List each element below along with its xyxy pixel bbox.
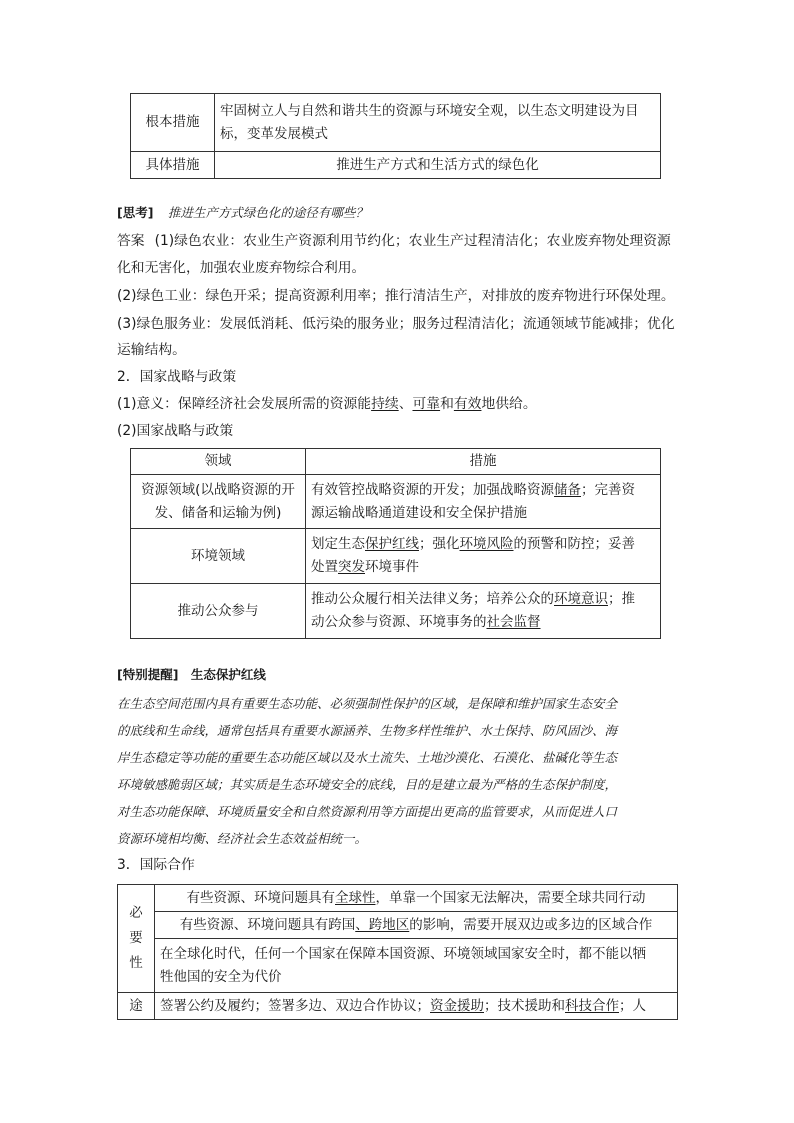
answer-line	[117, 228, 682, 254]
necessity-cell	[155, 885, 678, 912]
cell-text: 的预警和防控；妥善	[513, 536, 635, 552]
underlined-term: 全球性	[335, 889, 376, 906]
reminder-title: 生态保护红线	[190, 667, 266, 682]
underlined-term: 社会监督	[486, 614, 541, 630]
field-cell: 推动公众参与	[131, 584, 306, 639]
underlined-term: 突发	[338, 559, 365, 575]
content-line: 牢固树立人与自然和谐共生的资源与环境安全观，以生态文明建设为目	[220, 102, 639, 119]
cell-line	[311, 556, 655, 579]
reminder-line: 环境敏感脆弱区域；其实质是生态环境安全的底线，目的是建立最为严格的生态保护制度，	[117, 777, 618, 792]
cell-line	[311, 479, 655, 502]
table-header-row	[131, 449, 661, 475]
think-tag: [思考]	[117, 205, 154, 220]
reminder-line: 对生态功能保障、环境质量安全和自然资源利用等方面提出更高的监管要求，从而促进人口	[117, 804, 618, 819]
answer-line: (3)绿色服务业：发展低消耗、低污染的服务业；服务过程清洁化；流通领域节能减排；优化	[117, 316, 675, 332]
cell-line	[311, 611, 655, 634]
measures-table	[130, 93, 661, 179]
table-row	[131, 475, 661, 529]
content-line: 标，变革发展模式	[220, 125, 328, 142]
reminder-line: 资源环境相均衡、经济社会生态效益相统一。	[117, 831, 368, 846]
table-row	[118, 912, 678, 939]
measure-cell	[306, 475, 661, 529]
cooperation-table	[117, 884, 678, 1020]
cell-text: 的影响，需要开展双边或多边的区域合作	[409, 916, 653, 933]
row-label: 具体措施	[131, 152, 215, 179]
think-question: 推进生产方式绿色化的途径有哪些？	[167, 205, 368, 220]
meaning-text: 地供给。	[481, 396, 537, 412]
cell-text: ；强化	[419, 536, 460, 552]
cell-text: ；完善资	[581, 481, 635, 498]
cell-text: 划定生态	[311, 536, 365, 552]
cell-text: 有些资源、环境问题具有跨国	[179, 916, 356, 933]
meaning-text: 和	[440, 396, 454, 412]
table-row	[131, 152, 661, 179]
cell-line: 在全球化时代，任何一个国家在保障本国资源、环境领域国家安全时，都不能以牺	[160, 945, 646, 962]
column-header: 领域	[131, 449, 306, 475]
necessity-cell	[155, 939, 678, 993]
table-row	[118, 885, 678, 912]
section-heading: 2．国家战略与政策	[117, 369, 237, 385]
table-row	[118, 939, 678, 993]
cell-line	[311, 533, 655, 556]
cell-text: 环境事件	[365, 559, 419, 575]
field-cell	[131, 475, 306, 529]
think-line	[117, 200, 682, 226]
cell-text: 有效管控战略资源的开发；加强战略资源	[311, 481, 554, 498]
label-char: 要	[129, 930, 143, 946]
meaning-text: (1)意义：保障经济社会发展所需的资源能	[117, 396, 372, 412]
reminder-tag: [特别提醒]	[117, 667, 179, 682]
measure-cell	[306, 584, 661, 639]
meaning-line	[117, 391, 682, 417]
reminder-heading	[117, 662, 682, 688]
answer-line: 化和无害化，加强农业废弃物综合利用。	[117, 260, 366, 276]
path-cell	[155, 993, 678, 1020]
cell-text: 有些资源、环境问题具有	[186, 889, 335, 906]
table-row	[131, 584, 661, 639]
reminder-line: 岸生态稳定等功能的重要生态功能区域以及水土流失、土地沙漠化、石漠化、盐碱化等生态	[117, 750, 618, 765]
cell-line: 发、储备和运输为例)	[154, 504, 282, 521]
underlined-term: 资金援助	[430, 997, 484, 1014]
cell-text: ；技术援助和	[484, 997, 565, 1014]
cell-line: 源运输战略通道建设和安全保护措施	[311, 504, 527, 521]
reminder-line: 在生态空间范围内具有重要生态功能、必须强制性保护的区域，是保障和维护国家生态安全	[117, 696, 618, 711]
answer-line: (2)绿色工业：绿色开采；提高资源利用率；推行清洁生产，对排放的废弃物进行环保处理。	[117, 288, 675, 304]
cell-text: ；推	[608, 591, 635, 607]
cell-text: 处置	[311, 559, 338, 575]
cell-line	[311, 588, 655, 611]
cell-line: 资源领域(以战略资源的开	[141, 481, 295, 498]
cell-line: 牲他国的安全为代价	[160, 968, 282, 985]
label-char: 必	[129, 905, 143, 921]
row-content	[215, 94, 661, 152]
row-label: 根本措施	[131, 94, 215, 152]
underlined-term: 有效	[453, 396, 482, 412]
cell-text: 动公众参与资源、环境事务的	[311, 614, 487, 630]
underlined-term: 持续	[371, 396, 399, 412]
underlined-term: 科技合作	[565, 997, 619, 1014]
row-content: 推进生产方式和生活方式的绿色化	[215, 152, 661, 179]
underlined-term: 保护红线	[365, 536, 419, 552]
cell-text: 签署公约及履约；签署多边、双边合作协议；	[160, 997, 430, 1014]
reminder-line: 的底线和生命线，通常包括具有重要水源涵养、生物多样性维护、水土保持、防风固沙、海	[117, 723, 618, 738]
answer-line: 运输结构。	[117, 342, 186, 358]
cell-text: ；人	[619, 997, 646, 1014]
strategy-table	[130, 448, 661, 639]
necessity-cell	[155, 912, 678, 939]
measure-cell	[306, 529, 661, 584]
cell-text: 推动公众履行相关法律义务；培养公众的	[311, 591, 554, 607]
field-cell: 环境领域	[131, 529, 306, 584]
path-label: 途	[118, 993, 155, 1020]
underlined-term: 环境风险	[459, 536, 514, 552]
label-char: 性	[129, 955, 143, 971]
answer-label: 答案	[117, 233, 145, 249]
underlined-term: 环境意识	[554, 591, 608, 607]
underlined-term: 储备	[554, 481, 581, 498]
table-row	[118, 993, 678, 1020]
column-header: 措施	[306, 449, 661, 475]
answer-text: (1)绿色农业：农业生产资源利用节约化；农业生产过程清洁化；农业废弃物处理资源	[154, 233, 671, 249]
necessity-label	[118, 885, 155, 993]
cell-text: ，单靠一个国家无法解决，需要全球共同行动	[375, 889, 646, 906]
meaning-text: 、	[398, 396, 413, 412]
subheading: (2)国家战略与政策	[117, 423, 234, 439]
section-heading: 3．国际合作	[117, 857, 195, 873]
underlined-term: 可靠	[412, 396, 441, 412]
table-row	[131, 94, 661, 152]
table-row	[131, 529, 661, 584]
underlined-term: 、跨地区	[355, 916, 410, 933]
